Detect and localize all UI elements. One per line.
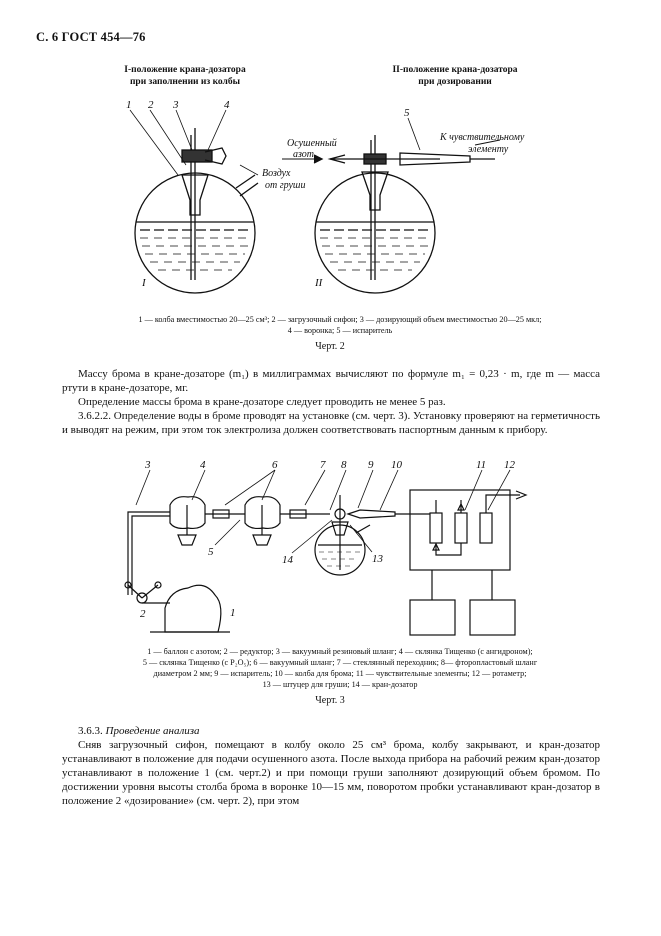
section-title: Проведение анализа <box>105 725 200 737</box>
fig3-label-7: 7 <box>320 459 326 471</box>
fig2-caption-right-line2: при дозировании <box>418 77 492 87</box>
fig3-title: Черт. 3 <box>315 695 345 706</box>
fig3-drawing <box>125 470 526 635</box>
fig3-legend-line3: диаметром 2 мм; 9 — испаритель; 10 — колба для брома; 11 — чувствительные элементы; 12 — ротаметр; <box>153 669 527 678</box>
fig3-label-10: 10 <box>391 459 402 471</box>
fig2-legend <box>70 314 610 336</box>
fig3-legend-line2: 5 — склянка Тищенко (с P₂O₅); 6 — вакуумный шланг; 7 — стеклянный переходник; 8— фторопластовый шланг <box>142 658 538 667</box>
fig2-label-5: 5 <box>404 107 410 119</box>
fig2-legend-line1: 1 — колба вместимостью 20—25 см³; 2 — загрузочный сифон; 3 — дозирующий объем вместимостью 20—25 мкл; <box>138 315 542 324</box>
fig2-label-nitrogen: азот <box>293 149 314 160</box>
fig2-title: Черт. 2 <box>315 341 345 352</box>
fig2-label-from-pear: от груши <box>265 180 306 191</box>
fig2-label-element: элементу <box>468 144 509 155</box>
fig3-label-9: 9 <box>368 459 374 471</box>
fig2-label-roman-1: I <box>142 277 146 289</box>
fig3-legend <box>70 646 610 690</box>
fig3-label-13: 13 <box>372 553 383 565</box>
fig3-label-5: 5 <box>208 546 214 558</box>
fig2-label-3: 3 <box>173 99 179 111</box>
fig3-label-14: 14 <box>282 554 293 566</box>
section-heading <box>62 724 600 738</box>
fig3-legend-line4: 13 — штуцер для груши; 14 — кран-дозатор <box>262 680 418 689</box>
fig2-label-to-sensor: К чувствительному <box>440 132 525 143</box>
fig3-label-1: 1 <box>230 607 236 619</box>
paragraph-repeat-5: Определение массы брома в кране-дозаторе следует проводить не менее 5 раз. <box>78 396 446 408</box>
fig2-caption-left-line2: при заполнении из колбы <box>129 77 241 87</box>
fig2-caption-right-line1: II-положение крана-дозатора <box>392 65 518 75</box>
fig2-caption-left-line1: I-положение крана-дозатора <box>124 65 246 75</box>
fig2-legend-line2: 4 — воронка; 5 — испаритель <box>287 326 393 335</box>
fig3-label-11: 11 <box>476 459 487 471</box>
fig3-label-8: 8 <box>341 459 347 471</box>
fig2-label-air: Воздух <box>262 168 291 179</box>
fig3-label-12: 12 <box>504 459 515 471</box>
fig2-label-dried: Осушенный <box>287 138 337 149</box>
fig3-legend-line1: 1 — баллон с азотом; 2 — редуктор; 3 — вакуумный резиновый шланг; 4 — склянка Тищенко (с ангидроном); <box>147 647 533 656</box>
section-number: 3.6.3. <box>78 725 103 737</box>
fig3-label-6: 6 <box>272 459 278 471</box>
fig2-label-1: 1 <box>126 99 132 111</box>
paragraph-mass-formula: Массу брома в кране-дозаторе (m₁) в миллиграммах вычисляют по формуле m₁ = 0,23 · m, где m — масса ртути в кране-дозаторе, мг. <box>62 368 600 394</box>
fig3-label-3: 3 <box>145 459 151 471</box>
paragraph-3-6-2-2: 3.6.2.2. Определение воды в броме проводят на установке (см. черт. 3). Установку проверяют на герметичность и выводят на режим, при этом ток электролиза должен соответствовать паспортным данным к прибору. <box>62 410 600 436</box>
paragraph-analysis: Сняв загрузочный сифон, помещают в колбу около 25 см³ брома, колбу закрывают, и кран-дозатор устанавливают в положение для подачи осушенного азота. После выхода прибора на рабочий режим кран-дозатор устанавливают в положение 1 (см. черт.2) и при помощи груши заполняют дозирующий объем бромом. По достижении уровня высоты столба брома в воронке 10—15 мм, поворотом пробки устанавливают кран-дозатор в положение 2 «дозирование» (см. черт. 2), при этом <box>62 739 600 807</box>
fig2-label-roman-2: II <box>315 277 323 289</box>
fig2-label-2: 2 <box>148 99 154 111</box>
fig2-label-4: 4 <box>224 99 230 111</box>
fig3-label-4: 4 <box>200 459 206 471</box>
page-header: С. 6 ГОСТ 454—76 <box>36 30 146 44</box>
fig3-label-2: 2 <box>140 608 146 620</box>
